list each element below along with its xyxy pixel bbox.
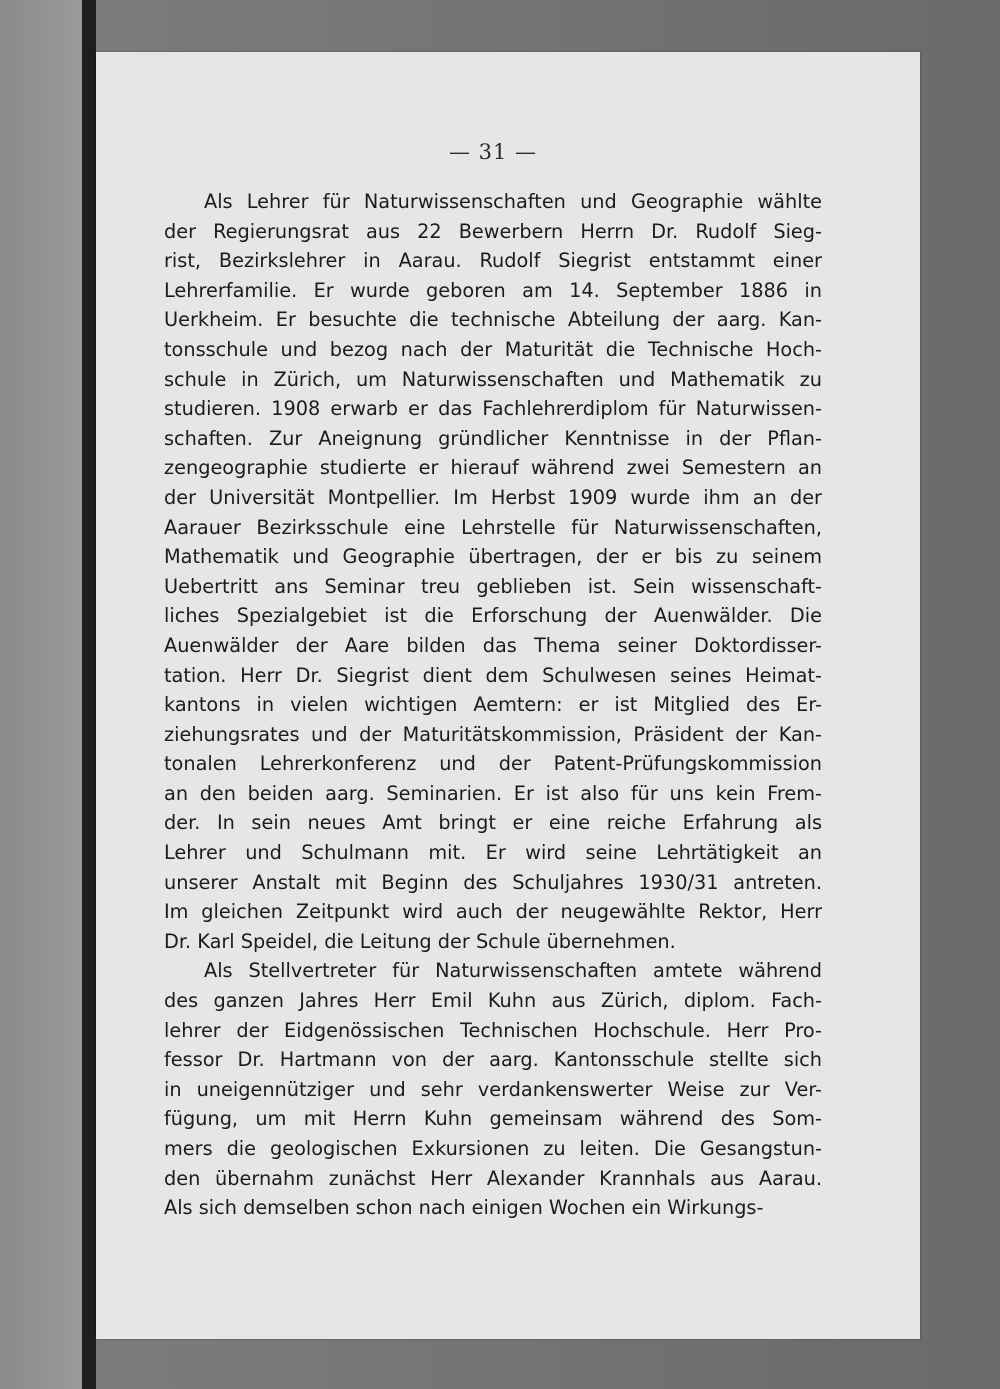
text-body xyxy=(164,187,822,1223)
text-line: den übernahm zunächst Herr Alexander Krannhals aus Aarau. xyxy=(164,1166,822,1190)
text-line: der Universität Montpellier. Im Herbst 1909 wurde ihm an der xyxy=(164,485,822,509)
text-line: an den beiden aarg. Seminarien. Er ist also für uns kein Frem- xyxy=(164,781,822,805)
text-line: des ganzen Jahres Herr Emil Kuhn aus Zürich, diplom. Fach- xyxy=(164,989,822,1013)
text-line: Als sich demselben schon nach einigen Wochen ein Wirkungs- xyxy=(164,1196,764,1220)
text-line: kantons in vielen wichtigen Aemtern: er ist Mitglied des Er- xyxy=(164,693,822,717)
text-line: der. In sein neues Amt bringt er eine reiche Erfahrung als xyxy=(164,811,822,835)
text-line: tation. Herr Dr. Siegrist dient dem Schulwesen seines Heimat- xyxy=(164,663,822,687)
book-page xyxy=(96,52,920,1339)
text-line: Auenwälder der Aare bilden das Thema seiner Doktordisser- xyxy=(164,633,822,657)
text-line: Uebertritt ans Seminar treu geblieben ist. Sein wissenschaft- xyxy=(164,574,822,598)
book-binding-edge xyxy=(82,0,96,1389)
text-line: der Regierungsrat aus 22 Bewerbern Herrn Dr. Rudolf Sieg- xyxy=(164,219,822,243)
text-line: Im gleichen Zeitpunkt wird auch der neugewählte Rektor, Herr xyxy=(164,900,822,924)
text-line: Uerkheim. Er besuchte die technische Abteilung der aarg. Kan- xyxy=(164,308,822,332)
text-line: studieren. 1908 erwarb er das Fachlehrerdiplom für Naturwissen- xyxy=(164,397,822,421)
text-line: schule in Zürich, um Naturwissenschaften und Mathematik zu xyxy=(164,367,822,391)
text-line: fessor Dr. Hartmann von der aarg. Kantonsschule stellte sich xyxy=(164,1048,822,1072)
text-line: Als Stellvertreter für Naturwissenschaften amtete während xyxy=(204,959,822,983)
text-line: Mathematik und Geographie übertragen, der er bis zu seinem xyxy=(164,545,822,569)
text-line: mers die geologischen Exkursionen zu leiten. Die Gesangstun- xyxy=(164,1137,822,1160)
text-line: lehrer der Eidgenössischen Technischen Hochschule. Herr Pro- xyxy=(164,1018,822,1042)
text-line: schaften. Zur Aneignung gründlicher Kenntnisse in der Pflan- xyxy=(164,426,822,450)
text-line: ziehungsrates und der Maturitätskommission, Präsident der Kan- xyxy=(164,722,822,746)
text-line: liches Spezialgebiet ist die Erforschung der Auenwälder. Die xyxy=(164,604,822,628)
text-line: tonsschule und bezog nach der Maturität die Technische Hoch- xyxy=(164,337,822,361)
page-number: — 31 — xyxy=(448,140,538,164)
text-line: Dr. Karl Speidel, die Leitung der Schule übernehmen. xyxy=(164,929,676,953)
text-line: zengeographie studierte er hierauf während zwei Semestern an xyxy=(164,456,822,480)
text-line: tonalen Lehrerkonferenz und der Patent-Prüfungskommission xyxy=(164,752,822,776)
text-line: Lehrerfamilie. Er wurde geboren am 14. September 1886 in xyxy=(164,278,822,302)
text-line: unserer Anstalt mit Beginn des Schuljahres 1930/31 antreten. xyxy=(164,870,822,894)
text-line: Als Lehrer für Naturwissenschaften und Geographie wählte xyxy=(204,190,822,213)
text-line: Lehrer und Schulmann mit. Er wird seine Lehrtätigkeit an xyxy=(164,841,822,865)
text-line: Aarauer Bezirksschule eine Lehrstelle für Naturwissenschaften, xyxy=(164,515,822,539)
text-line: rist, Bezirkslehrer in Aarau. Rudolf Siegrist entstammt einer xyxy=(164,249,822,273)
text-line: in uneigennütziger und sehr verdankenswerter Weise zur Ver- xyxy=(164,1077,822,1101)
text-line: fügung, um mit Herrn Kuhn gemeinsam während des Som- xyxy=(164,1107,822,1131)
